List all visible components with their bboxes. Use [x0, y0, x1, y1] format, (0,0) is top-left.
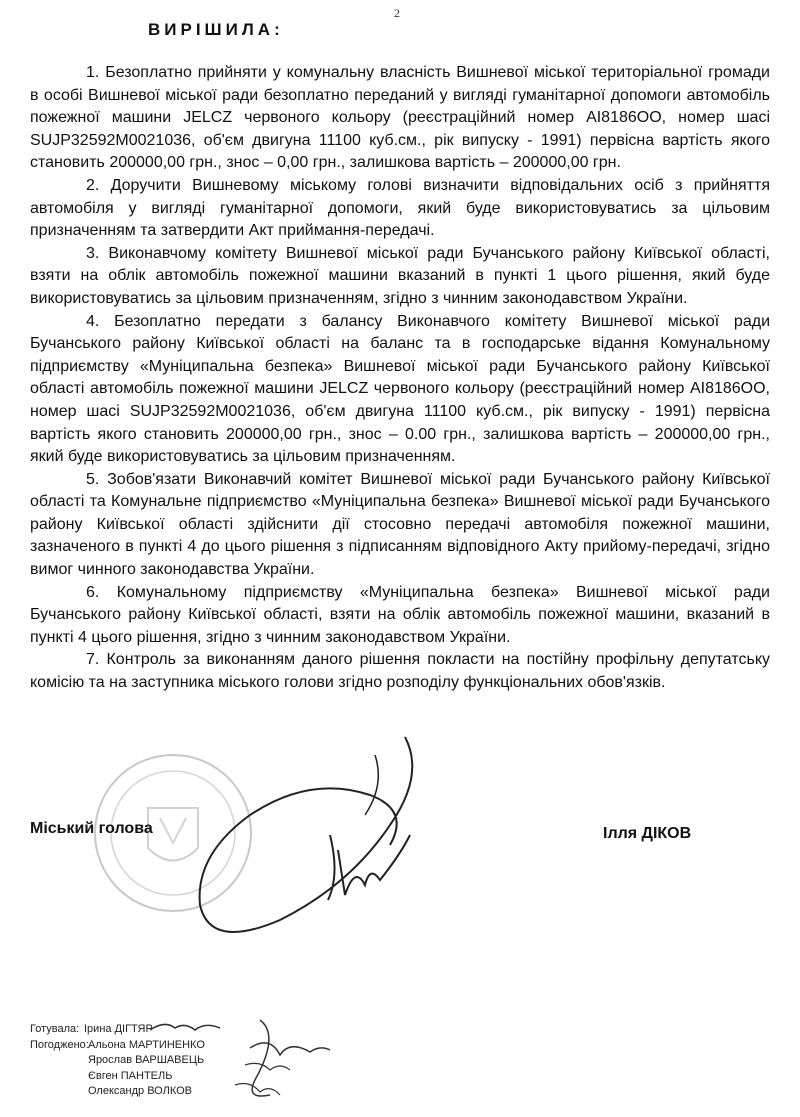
decision-item-1: 1. Безоплатно прийняти у комунальну власність Вишневої міської територіальної громади в особі Вишневої міської ради безоплатно переданий у вигляді гуманітарної допомоги автомобіль пожежної машини JELCZ червоного кольору (реєстраційний номер АІ8186ОО, номер шасі SUJP32592M0021036, об'єм двигуна 11100 куб.см., рік випуску - 1991) первісна вартість якого становить 200000,00 грн., знос – 0,00 грн., залишкова вартість – 200000,00 грн. [30, 64, 770, 172]
approved-label: Погоджено: [30, 1038, 89, 1051]
approver-name: Олександр ВОЛКОВ [88, 1085, 192, 1097]
decision-item-7: 7. Контроль за виконанням даного рішення покласти на постійну профільну депутатську комісію та на заступника міського голови згідно розподілу функціональних обов'язків. [30, 651, 770, 692]
approver-name: Ярослав ВАРШАВЕЦЬ [88, 1054, 205, 1066]
decision-item-4: 4. Безоплатно передати з балансу Виконавчого комітету Вишневої міської ради Бучанського району Київської області на баланс та в господарське відання Комунальному підприємству «Муніципальна безпека» Вишневої міської ради Бучанського району Київської області автомобіль пожежної машини JELCZ червоного кольору (реєстраційний номер АІ8186ОО, номер шасі SUJP32592M0021036, об'єм двигуна 11100 куб.см., рік випуску - 1991) первісна вартість якого становить 200000,00 грн., знос – 0.00 грн., залишкова вартість – 200000,00 грн., який буде використовуватись за цільовим призначенням. [30, 312, 770, 466]
decision-item-6: 6. Комунальному підприємству «Муніципальна безпека» Вишневої міської ради Бучанського району Київської області, взяти на облік автомобіль пожежної машини, вказаний в пункті 4 цього рішення, згідно з чинним законодавством України. [30, 583, 770, 646]
page-number: 2 [394, 6, 400, 20]
mayor-signature [170, 715, 470, 965]
decision-heading: ВИРІШИЛА: [148, 20, 284, 39]
decision-item-3: 3. Виконавчому комітету Вишневої міської ради Бучанського району Київської області, взяти на облік автомобіль пожежної машини вказаний в пункті 1 цього рішення, який буде використовуватись за цільовим призначенням, згідно з чинним законодавством України. [30, 244, 770, 307]
approver-name: Альона МАРТИНЕНКО [88, 1038, 205, 1051]
approver-name: Євген ПАНТЕЛЬ [88, 1069, 173, 1082]
decision-item-2: 2. Доручити Вишневому міському голові визначити відповідальних осіб з прийняття автомобіля у вигляді гуманітарної допомоги, який буде використовуватись за цільовим призначенням та затвердити Акт приймання-передачі. [30, 176, 770, 240]
decision-item-5: 5. Зобов'язати Виконавчий комітет Вишневої міської ради Бучанського району Київської області та Комунальне підприємство «Муніципальна безпека» Вишневої міської ради Бучанського району Київської області здійснити дії стосовно передачі автомобіля пожежної машини, зазначеного в пункті 4 до цього рішення з підписанням відповідного Акту прийому-передачі, згідно вимог чинного законодавства України. [30, 470, 770, 579]
decision-body [30, 62, 770, 695]
signatory-name: Ілля ДІКОВ [603, 825, 692, 842]
prepared-label: Готувала: [30, 1023, 80, 1035]
signatory-position: Міський голова [30, 820, 153, 837]
prepared-name: Ірина ДІГТЯР [84, 1023, 153, 1035]
